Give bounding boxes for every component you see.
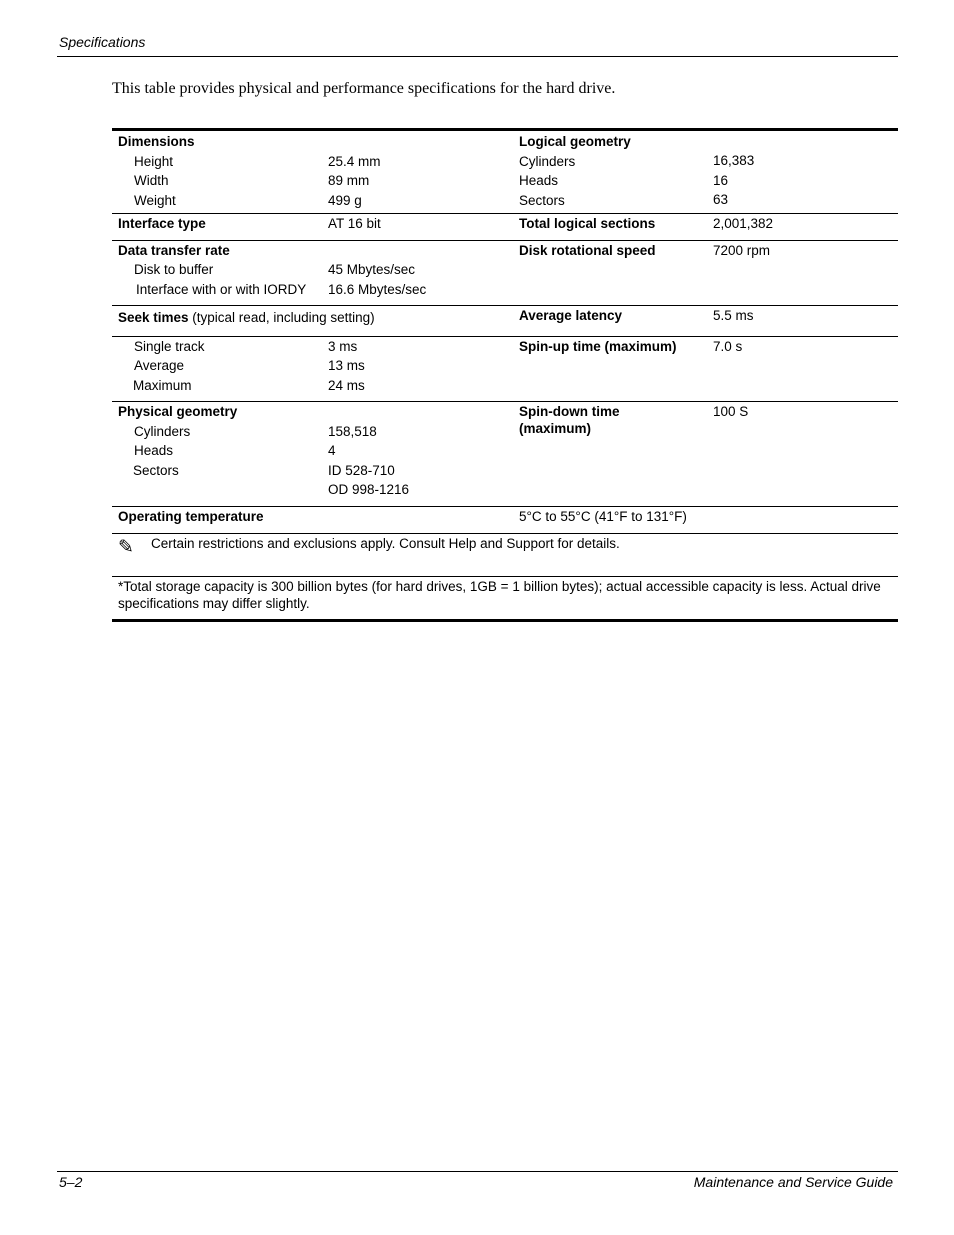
logical-cylinders-value: 16,383 bbox=[713, 153, 755, 168]
row-seek-times bbox=[112, 306, 898, 337]
header-rule bbox=[57, 56, 898, 57]
physical-heads-value: 4 bbox=[328, 443, 336, 458]
width-value: 89 mm bbox=[328, 173, 370, 188]
row-seek-values bbox=[112, 337, 898, 402]
logical-heads-value: 16 bbox=[713, 173, 729, 188]
row-data-transfer-rate bbox=[112, 241, 898, 306]
physical-sectors-id-value: ID 528-710 bbox=[328, 463, 395, 478]
logical-sectors-value: 63 bbox=[713, 192, 729, 207]
physical-cylinders-value: 158,518 bbox=[328, 424, 377, 439]
row-dimensions bbox=[112, 131, 898, 214]
operating-temperature-value: 5°C to 55°C (41°F to 131°F) bbox=[519, 509, 687, 524]
total-logical-sections-value: 2,001,382 bbox=[713, 216, 774, 231]
spin-down-time-label-line1: Spin-down time bbox=[519, 404, 620, 419]
table-bottom-rule bbox=[112, 619, 898, 622]
average-seek-label: Average bbox=[134, 358, 185, 373]
seek-times-label: Seek times bbox=[118, 310, 189, 325]
footnote-text: *Total storage capacity is 300 billion bytes (for hard drives, 1GB = 1 billion bytes); actual accessible capacity is less. Actual drive specifications may differ slightly. bbox=[118, 579, 881, 611]
logical-cylinders-label: Cylinders bbox=[519, 154, 576, 169]
physical-geometry-label: Physical geometry bbox=[118, 404, 238, 419]
interface-type-value: AT 16 bit bbox=[328, 216, 381, 231]
single-track-label: Single track bbox=[134, 339, 205, 354]
intro-paragraph: This table provides physical and performance specifications for the hard drive. bbox=[112, 80, 616, 97]
note-text: Certain restrictions and exclusions apply. Consult Help and Support for details. bbox=[151, 536, 620, 551]
maximum-seek-value: 24 ms bbox=[328, 378, 365, 393]
disk-to-buffer-value: 45 Mbytes/sec bbox=[328, 262, 416, 277]
guide-title: Maintenance and Service Guide bbox=[693, 1174, 893, 1190]
total-logical-sections-label: Total logical sections bbox=[519, 216, 656, 231]
average-latency-value: 5.5 ms bbox=[713, 308, 754, 323]
disk-rotational-speed-value: 7200 rpm bbox=[713, 243, 771, 258]
spin-down-time-value: 100 S bbox=[713, 404, 749, 419]
average-latency-label: Average latency bbox=[519, 308, 623, 323]
height-value: 25.4 mm bbox=[328, 154, 381, 169]
footer-rule bbox=[57, 1171, 898, 1172]
logical-sectors-label: Sectors bbox=[519, 193, 565, 208]
row-physical-geometry bbox=[112, 402, 898, 507]
single-track-value: 3 ms bbox=[328, 339, 358, 354]
weight-value: 499 g bbox=[328, 193, 362, 208]
seek-times-note: (typical read, including setting) bbox=[188, 310, 375, 325]
disk-rotational-speed-label: Disk rotational speed bbox=[519, 243, 656, 258]
physical-heads-label: Heads bbox=[134, 443, 174, 458]
data-transfer-rate-label: Data transfer rate bbox=[118, 243, 230, 258]
operating-temperature-label: Operating temperature bbox=[118, 509, 264, 524]
physical-cylinders-label: Cylinders bbox=[134, 424, 191, 439]
interface-iordy-label: Interface with or with IORDY bbox=[136, 282, 307, 297]
physical-sectors-label: Sectors bbox=[133, 463, 179, 478]
running-header: Specifications bbox=[59, 34, 146, 50]
dimensions-label: Dimensions bbox=[118, 134, 195, 149]
spin-up-time-label: Spin-up time (maximum) bbox=[519, 339, 677, 354]
spin-down-time-label-line2: (maximum) bbox=[519, 421, 592, 436]
weight-label: Weight bbox=[134, 193, 176, 208]
page-number: 5–2 bbox=[59, 1174, 83, 1190]
maximum-seek-label: Maximum bbox=[133, 378, 192, 393]
spin-up-time-value: 7.0 s bbox=[713, 339, 743, 354]
row-note bbox=[112, 534, 898, 577]
row-operating-temperature bbox=[112, 507, 898, 534]
width-label: Width bbox=[134, 173, 169, 188]
row-footnote bbox=[112, 577, 898, 619]
logical-heads-label: Heads bbox=[519, 173, 559, 188]
average-seek-value: 13 ms bbox=[328, 358, 365, 373]
spec-table bbox=[112, 128, 898, 622]
disk-to-buffer-label: Disk to buffer bbox=[134, 262, 214, 277]
logical-geometry-label: Logical geometry bbox=[519, 134, 631, 149]
row-interface-type bbox=[112, 214, 898, 241]
pencil-icon: ✎ bbox=[118, 536, 134, 558]
physical-sectors-od-value: OD 998-1216 bbox=[328, 482, 410, 497]
interface-iordy-value: 16.6 Mbytes/sec bbox=[328, 282, 427, 297]
interface-type-label: Interface type bbox=[118, 216, 206, 231]
height-label: Height bbox=[134, 154, 174, 169]
seek-times-heading bbox=[118, 310, 375, 325]
